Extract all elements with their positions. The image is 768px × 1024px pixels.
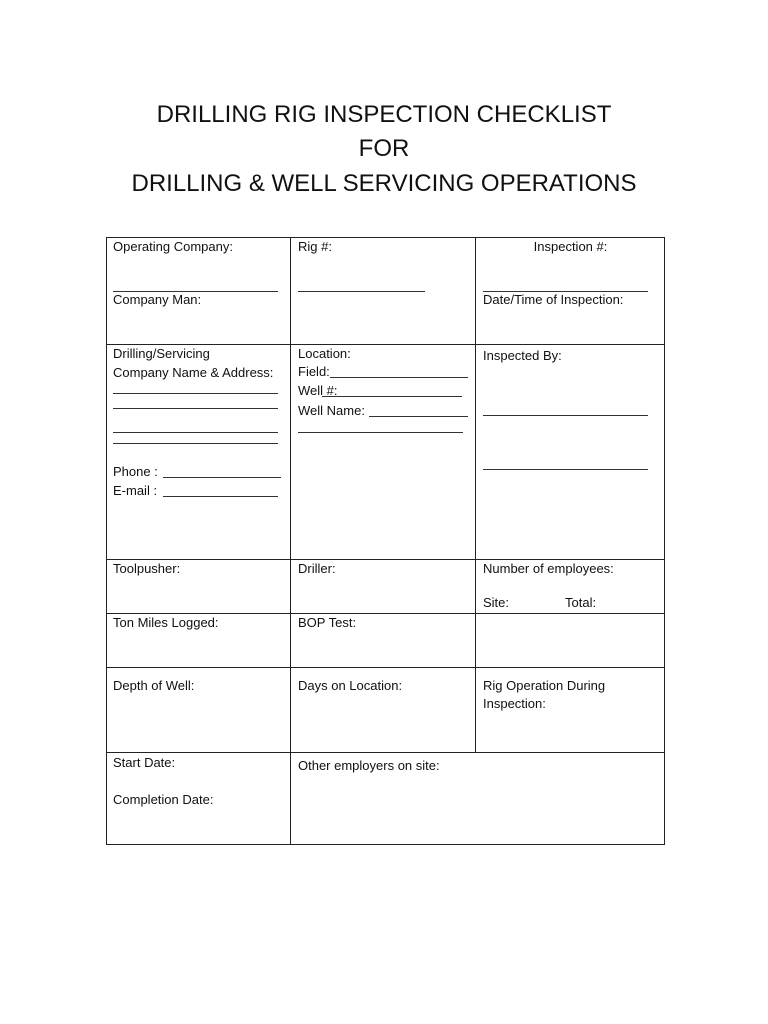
field-label: Field:: [298, 364, 330, 379]
number-of-employees-label: Number of employees:: [483, 561, 614, 576]
inspected-by-label: Inspected By:: [483, 348, 562, 363]
row-divider: [106, 613, 665, 614]
bop-test-label: BOP Test:: [298, 615, 357, 630]
title-line-3: DRILLING & WELL SERVICING OPERATIONS: [131, 170, 637, 197]
completion-date-label: Completion Date:: [113, 792, 214, 807]
operating-company-label: Operating Company:: [113, 239, 233, 254]
days-on-location-label: Days on Location:: [298, 678, 403, 693]
rig-number-field[interactable]: [298, 291, 425, 292]
ton-miles-label: Ton Miles Logged:: [113, 615, 219, 630]
inspection-number-label: Inspection #:: [533, 239, 608, 254]
date-time-label: Date/Time of Inspection:: [483, 292, 624, 307]
toolpusher-label: Toolpusher:: [113, 561, 181, 576]
inspected-by-line-1[interactable]: [483, 415, 648, 416]
depth-of-well-label: Depth of Well:: [113, 678, 195, 693]
well-name-label: Well Name:: [298, 403, 365, 418]
inspected-by-line-2[interactable]: [483, 469, 648, 470]
rig-number-label: Rig #:: [298, 239, 332, 254]
row-divider: [106, 752, 665, 753]
title-line-1: DRILLING RIG INSPECTION CHECKLIST: [156, 101, 612, 128]
email-field[interactable]: [163, 496, 278, 497]
other-employers-label: Other employers on site:: [298, 758, 440, 773]
well-number-input[interactable]: [322, 396, 462, 397]
start-date-label: Start Date:: [113, 755, 176, 770]
address-line-3[interactable]: [113, 432, 278, 433]
rig-operation-label-1: Rig Operation During: [483, 678, 606, 693]
field-input[interactable]: [330, 377, 468, 378]
title-line-2: FOR: [358, 135, 410, 162]
well-name-input[interactable]: [369, 416, 468, 417]
table-border: [106, 237, 665, 845]
driller-label: Driller:: [298, 561, 336, 576]
row-divider: [106, 667, 665, 668]
well-number-label: Well #:: [298, 383, 338, 398]
email-label: E-mail :: [113, 483, 158, 498]
rig-operation-label-2: Inspection:: [483, 696, 546, 711]
phone-label: Phone :: [113, 464, 158, 479]
location-extra-line[interactable]: [298, 432, 463, 433]
company-name-address-label: Company Name & Address:: [113, 365, 274, 380]
column-divider: [290, 237, 291, 845]
location-label: Location:: [298, 346, 351, 361]
company-man-label: Company Man:: [113, 292, 202, 307]
row-divider: [106, 344, 665, 345]
total-label: Total:: [565, 595, 597, 610]
column-divider: [475, 237, 476, 753]
row-divider: [106, 559, 665, 560]
phone-field[interactable]: [163, 477, 281, 478]
address-line-4[interactable]: [113, 443, 278, 444]
drilling-servicing-label: Drilling/Servicing: [113, 346, 210, 361]
address-line-1[interactable]: [113, 393, 278, 394]
site-label: Site:: [483, 595, 510, 610]
address-line-2[interactable]: [113, 408, 278, 409]
